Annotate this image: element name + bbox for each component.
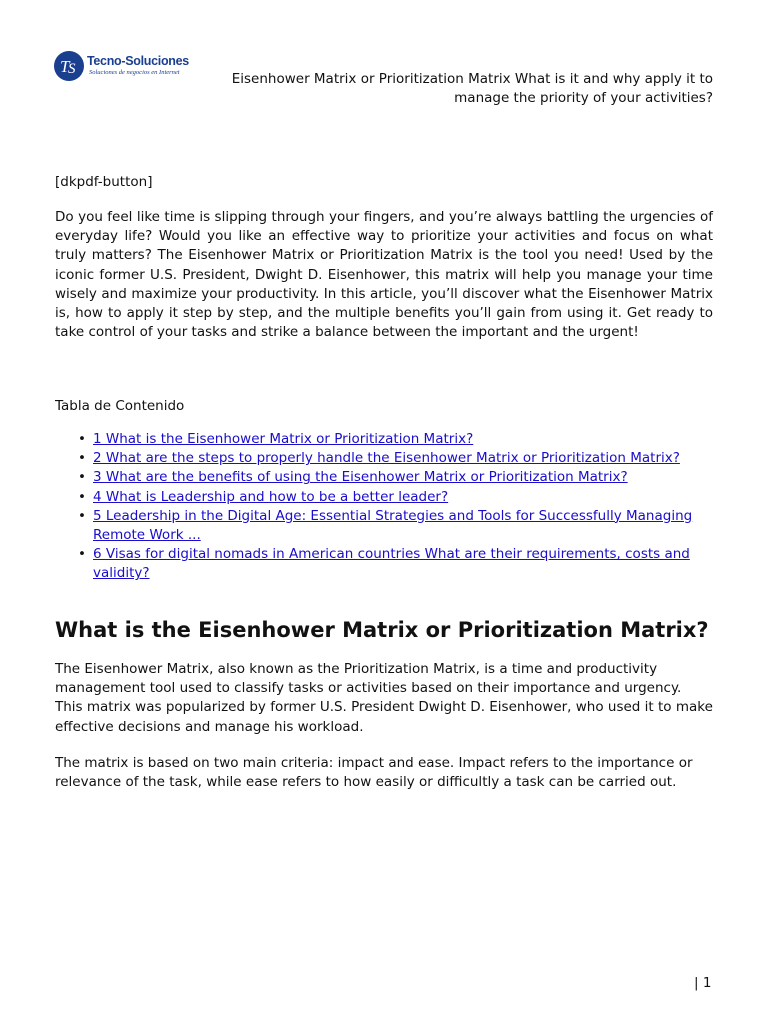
toc-item [55, 507, 713, 545]
svg-text:S: S [68, 61, 76, 77]
bullet-icon: • [78, 546, 86, 563]
bullet-icon: • [78, 450, 86, 467]
bullet-icon: • [78, 507, 86, 524]
toc-link-3[interactable]: 3 What are the benefits of using the Eisenhower Matrix or Prioritization Matrix? [93, 469, 628, 486]
toc-item [55, 488, 713, 507]
toc-link-5[interactable]: 5 Leadership in the Digital Age: Essential Strategies and Tools for Successfully Managing Remote Work ... [93, 507, 693, 544]
toc-link-6[interactable]: 6 Visas for digital nomads in American countries What are their requirements, costs and validity? [93, 546, 690, 582]
svg-text:T: T [60, 57, 70, 76]
toc-link-2[interactable]: 2 What are the steps to properly handle the Eisenhower Matrix or Prioritization Matrix? [93, 450, 680, 467]
logo-tagline: Soluciones de negocios en Internet [89, 69, 180, 76]
toc-title: Tabla de Contenido [55, 398, 185, 414]
bullet-icon: • [78, 431, 86, 447]
section-heading: What is the Eisenhower Matrix or Prioritization Matrix? [55, 618, 709, 642]
toc-item [55, 468, 713, 487]
logo-name: Tecno-Soluciones [87, 54, 189, 68]
pdf-button-shortcode: [dkpdf-button] [55, 174, 153, 190]
table-of-contents [55, 430, 713, 584]
bullet-icon: • [78, 469, 86, 486]
company-logo [54, 50, 194, 82]
toc-link-4[interactable]: 4 What is Leadership and how to be a better leader? [93, 488, 449, 505]
intro-paragraph: Do you feel like time is slipping through your fingers, and you’re always battling the urgencies of everyday life? Would you like an effective way to prioritize your activities and focus on what truly matters? The Eisenhower Matrix or Prioritization Matrix is the tool you need! Used by the iconic former U.S. President, Dwight D. Eisenhower, this matrix will help you manage your time wisely and maximize your productivity. In this article, you’ll discover what the Eisenhower Matrix is, how to apply it step by step, and the multiple benefits you’ll gain from using it. Get ready to take control of your tasks and strike a balance between the important and the urgent! [55, 209, 713, 341]
toc-item [55, 430, 713, 449]
toc-link-1[interactable]: 1 What is the Eisenhower Matrix or Prioritization Matrix? [93, 431, 474, 447]
toc-item [55, 545, 713, 583]
ts-logo-icon [54, 51, 84, 81]
page-number: | 1 [694, 975, 712, 991]
document-header-title: Eisenhower Matrix or Prioritization Matrix What is it and why apply it to manage the priority of your activities? [231, 71, 713, 106]
bullet-icon: • [78, 488, 86, 505]
toc-item [55, 449, 713, 468]
section-paragraph-1: The Eisenhower Matrix, also known as the Prioritization Matrix, is a time and productivity management tool used to classify tasks or activities based on their importance and urgency. This matrix was popularized by former U.S. President Dwight D. Eisenhower, who used it to make effective decisions and manage his workload. [55, 661, 713, 735]
section-paragraph-2: The matrix is based on two main criteria: impact and ease. Impact refers to the importance or relevance of the task, while ease refers to how easily or difficultly a task can be carried out. [55, 755, 693, 791]
